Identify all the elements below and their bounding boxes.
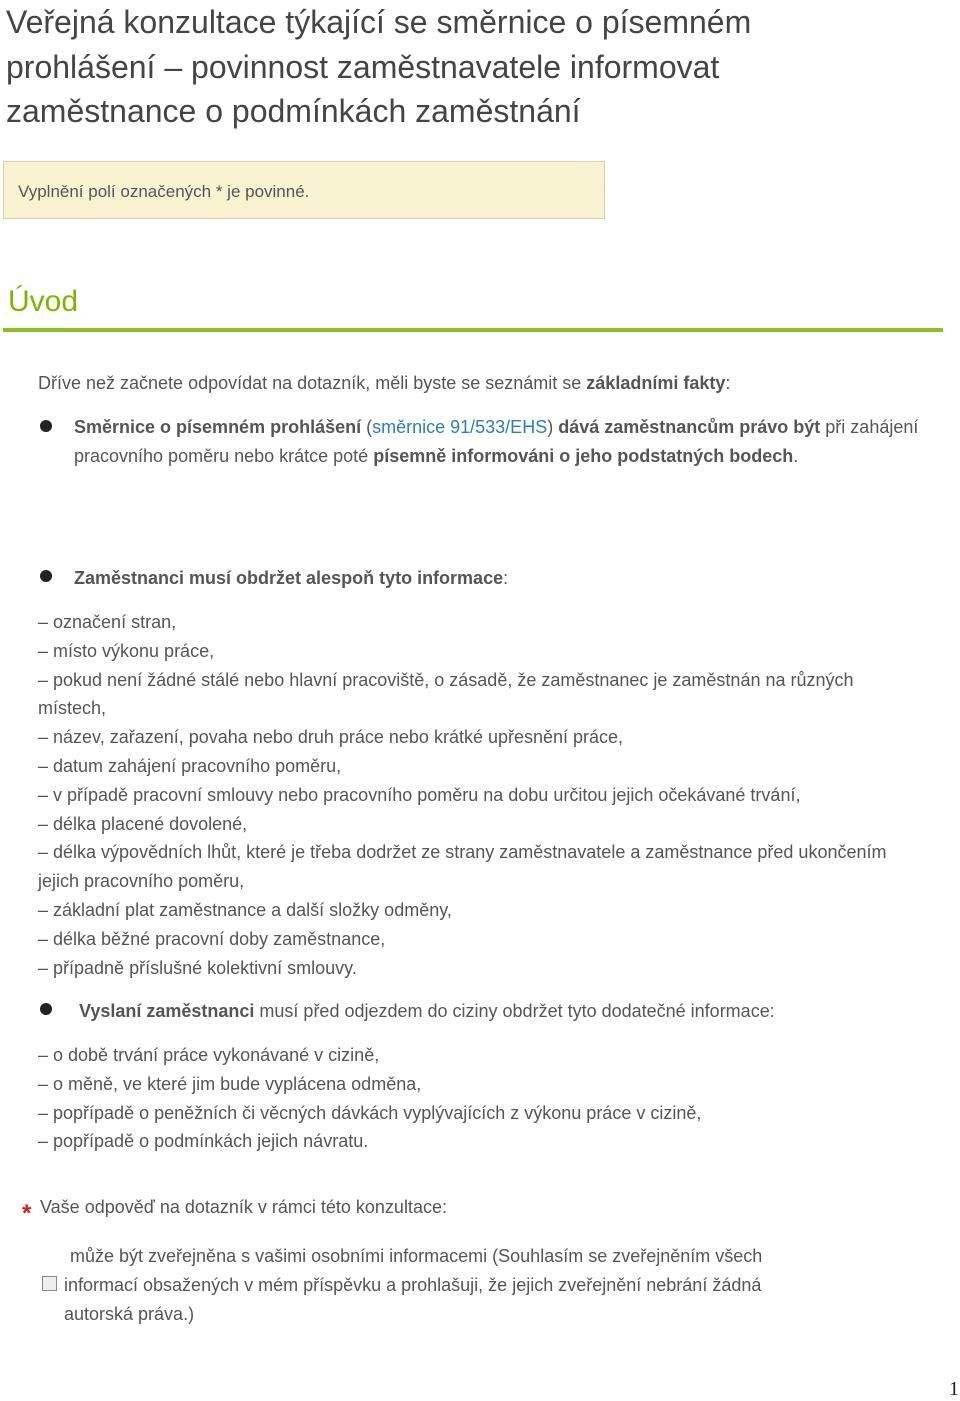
consent-option-label[interactable]: informací obsažených v mém příspěvku a prohlašuji, že jejich zveřejnění nebrání žádná (64, 1275, 762, 1295)
required-fields-notice (3, 161, 605, 219)
directive-end: . (793, 446, 799, 466)
posted-workers-suffix: musí před odjezdem do ciziny obdržet tyto dodatečné informace: (254, 1001, 775, 1021)
list-item: – název, zařazení, povaha nebo druh práce nebo krátké upřesnění práce, (38, 727, 624, 748)
list-item: – o měně, ve které jim bude vyplácena odměna, (38, 1073, 422, 1094)
bullet-icon (40, 1003, 52, 1015)
list-item: – popřípadě o podmínkách jejich návratu. (38, 1131, 369, 1152)
list-item: – délka běžné pracovní doby zaměstnance, (38, 928, 386, 949)
list-item: – datum zahájení pracovního poměru, (38, 755, 342, 776)
list-item: – případně příslušné kolektivní smlouvy. (38, 957, 357, 978)
section-title: Úvod (8, 285, 79, 318)
section-divider (3, 328, 943, 332)
publication-consent-checkbox[interactable] (42, 1276, 57, 1291)
required-info-suffix: : (503, 568, 509, 588)
intro-suffix: : (725, 373, 731, 393)
list-item: – základní plat zaměstnance a další složky odměny, (38, 899, 452, 920)
intro-bold: základními fakty (586, 373, 726, 393)
question-label: Vaše odpověď na dotazník v rámci této konzultace: (40, 1197, 447, 1217)
bullet-posted-workers (79, 997, 951, 1026)
page-number: 1 (949, 1378, 959, 1400)
consent-option-label[interactable]: autorská práva.) (64, 1304, 195, 1324)
list-item: – délka placené dovolené, (38, 813, 248, 834)
list-item: – o době trvání práce vykonávané v cizině, (38, 1045, 380, 1065)
paren-open: ( (361, 417, 373, 437)
list-item: – délka výpovědních lhůt, které je třeba dodržet ze strany zaměstnavatele a zaměstnance před ukončením jejich pracovního poměru, (38, 842, 887, 892)
list-item: – v případě pracovní smlouvy nebo pracovního poměru na dobu určitou jejich očekávané trvání, (38, 784, 801, 805)
intro-text (38, 369, 938, 398)
directive-name: Směrnice o písemném prohlášení (74, 417, 362, 437)
bullet-required-info (74, 564, 946, 593)
list-item: – popřípadě o peněžních či věcných dávkách vyplývajících z výkonu práce v cizině, (38, 1102, 702, 1123)
posted-info-list (38, 1041, 918, 1156)
paren-close: ) (547, 417, 559, 437)
directive-right: dává zaměstnancům právo být (558, 417, 821, 437)
directive-link[interactable]: směrnice 91/533/EHS (372, 417, 548, 437)
consent-option-label[interactable]: může být zveřejněna s vašimi osobními informacemi (Souhlasím se zveřejněním všech (70, 1246, 763, 1266)
required-marker: * (22, 1200, 32, 1227)
bullet-icon (40, 420, 52, 432)
directive-informed: písemně informováni o jeho podstatných bodech (373, 446, 794, 466)
posted-workers-bold: Vyslaní zaměstnanci (79, 1001, 255, 1021)
directive-text: při zahájení pracovního poměru nebo krátce poté (74, 417, 919, 466)
intro-prefix: Dříve než začnete odpovídat na dotazník, měli byste se seznámit se (38, 373, 587, 393)
page-title: Veřejná konzultace týkající se směrnice o písemném prohlášení – povinnost zaměstnavatele informovat zaměstnance o podmínkách zaměstnání (6, 4, 752, 129)
list-item: – pokud není žádné stálé nebo hlavní pracoviště, o zásadě, že zaměstnanec je zaměstnán na různých místech, (38, 669, 854, 719)
list-item: – místo výkonu práce, (38, 640, 215, 661)
bullet-icon (40, 570, 52, 582)
required-info-bold: Zaměstnanci musí obdržet alespoň tyto informace (74, 568, 504, 588)
required-info-list (38, 608, 918, 982)
bullet-directive (74, 413, 946, 471)
list-item: – označení stran, (38, 612, 177, 632)
notice-text: Vyplnění polí označených * je povinné. (18, 182, 310, 201)
